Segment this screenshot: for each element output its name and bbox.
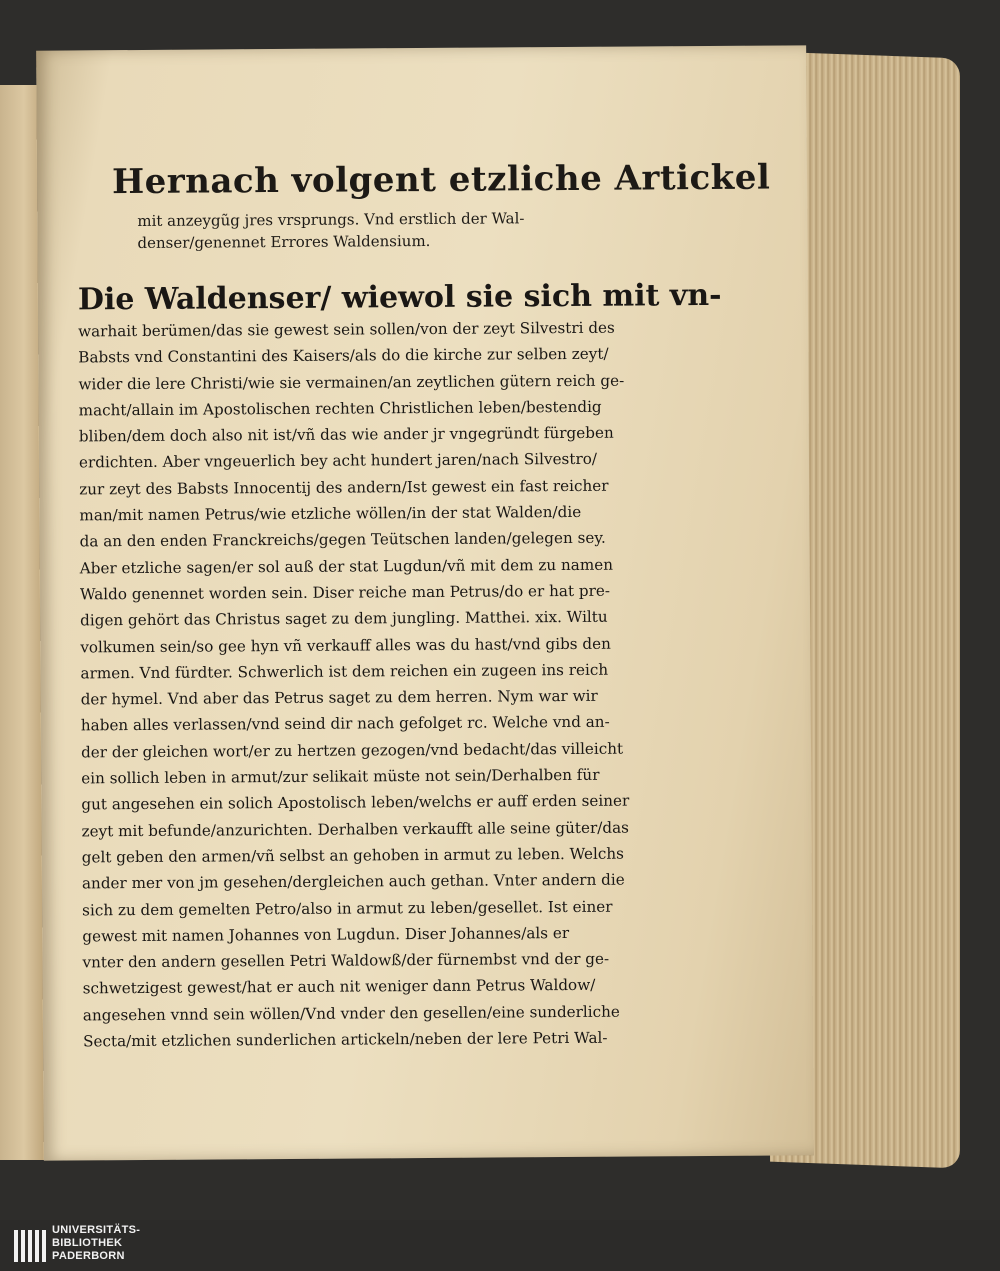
- text-line: ein sollich leben in armut/zur selikait müste not sein/Derhalben für: [81, 765, 600, 788]
- page-heading: Hernach volgent etzliche Artickel: [111, 157, 771, 203]
- book-page: [36, 45, 814, 1160]
- text-line: angesehen vnnd sein wöllen/Vnd vnder den gesellen/eine sunderliche: [82, 1002, 620, 1025]
- text-line: vnter den andern gesellen Petri Waldowß/der fürnembst vnd der ge-: [82, 949, 610, 972]
- text-line: Secta/mit etzlichen sunderlichen artickeln/neben der lere Petri Wal-: [82, 1028, 608, 1051]
- lead-line: Die Waldenser/ wiewol sie sich mit vn-: [77, 277, 722, 318]
- logo-line: BIBLIOTHEK: [52, 1237, 123, 1249]
- text-line: gelt geben den armen/vñ selbst an gehoben in armut zu leben. Welchs: [81, 844, 624, 867]
- text-line: armen. Vnd fürdter. Schwerlich ist dem reichen ein zugeen ins reich: [80, 660, 609, 683]
- text-line: da an den enden Franckreichs/gegen Teütschen landen/gelegen sey.: [79, 529, 606, 551]
- text-line: erdichten. Aber vngeuerlich bey acht hundert jaren/nach Silvestro/: [78, 450, 598, 472]
- subheading-line: mit anzeygũg jres vrsprungs. Vnd erstlich der Wal-: [137, 209, 525, 230]
- text-line: Aber etzliche sagen/er sol auß der stat Lugdun/vñ mit dem zu namen: [79, 555, 614, 578]
- footer-bar: [0, 1220, 1000, 1271]
- text-line: bliben/dem doch also nit ist/vñ das wie ander jr vngegründt fürgeben: [78, 423, 614, 446]
- text-line: der hymel. Vnd aber das Petrus saget zu dem herren. Nym war wir: [80, 686, 598, 709]
- logo-line: UNIVERSITÄTS-: [52, 1224, 141, 1236]
- body-text: [77, 277, 722, 1054]
- text-line: gewest mit namen Johannes von Lugdun. Diser Johannes/als er: [82, 923, 570, 946]
- text-line: Babsts vnd Constantini des Kaisers/als do die kirche zur selben zeyt/: [78, 345, 609, 367]
- text-line: macht/allain im Apostolischen rechten Christlichen leben/bestendig: [78, 397, 602, 420]
- page-subheading: [137, 206, 697, 254]
- text-line: schwetzigest gewest/hat er auch nit weniger dann Petrus Waldow/: [82, 976, 596, 998]
- text-line: der der gleichen wort/er zu hertzen gezogen/vnd bedacht/das villeicht: [80, 739, 624, 762]
- logo-line: PADERBORN: [52, 1250, 125, 1262]
- text-line: warhait berümen/das sie gewest sein sollen/von der zeyt Silvestri des: [78, 318, 615, 341]
- text-line: haben alles verlassen/vnd seind dir nach gefolget rc. Welche vnd an-: [80, 713, 610, 735]
- text-line: Waldo genennet worden sein. Diser reiche man Petrus/do er hat pre-: [79, 581, 611, 604]
- text-line: ander mer von jm gesehen/dergleichen auch gethan. Vnter andern die: [81, 870, 625, 893]
- text-line: zeyt mit befunde/anzurichten. Derhalben verkaufft alle seine güter/das: [81, 818, 629, 841]
- text-line: wider die lere Christi/wie sie vermainen/an zeytlichen gütern reich ge-: [78, 371, 625, 394]
- library-logo-icon: [12, 1226, 48, 1266]
- subheading-line: denser/genennet Errores Waldensium.: [137, 231, 431, 252]
- text-line: volkumen sein/so gee hyn vñ verkauff alles was du hast/vnd gibs den: [80, 634, 611, 656]
- text-line: man/mit namen Petrus/wie etzliche wöllen/in der stat Walden/die: [79, 502, 582, 525]
- library-logo-text: [52, 1224, 140, 1263]
- text-line: digen gehört das Christus saget zu dem jungling. Matthei. xix. Wiltu: [80, 607, 608, 630]
- text-line: sich zu dem gemelten Petro/also in armut zu leben/gesellet. Ist einer: [82, 897, 613, 919]
- text-line: zur zeyt des Babsts Innocentij des andern/Ist gewest ein fast reicher: [79, 476, 609, 499]
- text-line: gut angesehen ein solich Apostolisch leben/welchs er auff erden seiner: [81, 791, 630, 814]
